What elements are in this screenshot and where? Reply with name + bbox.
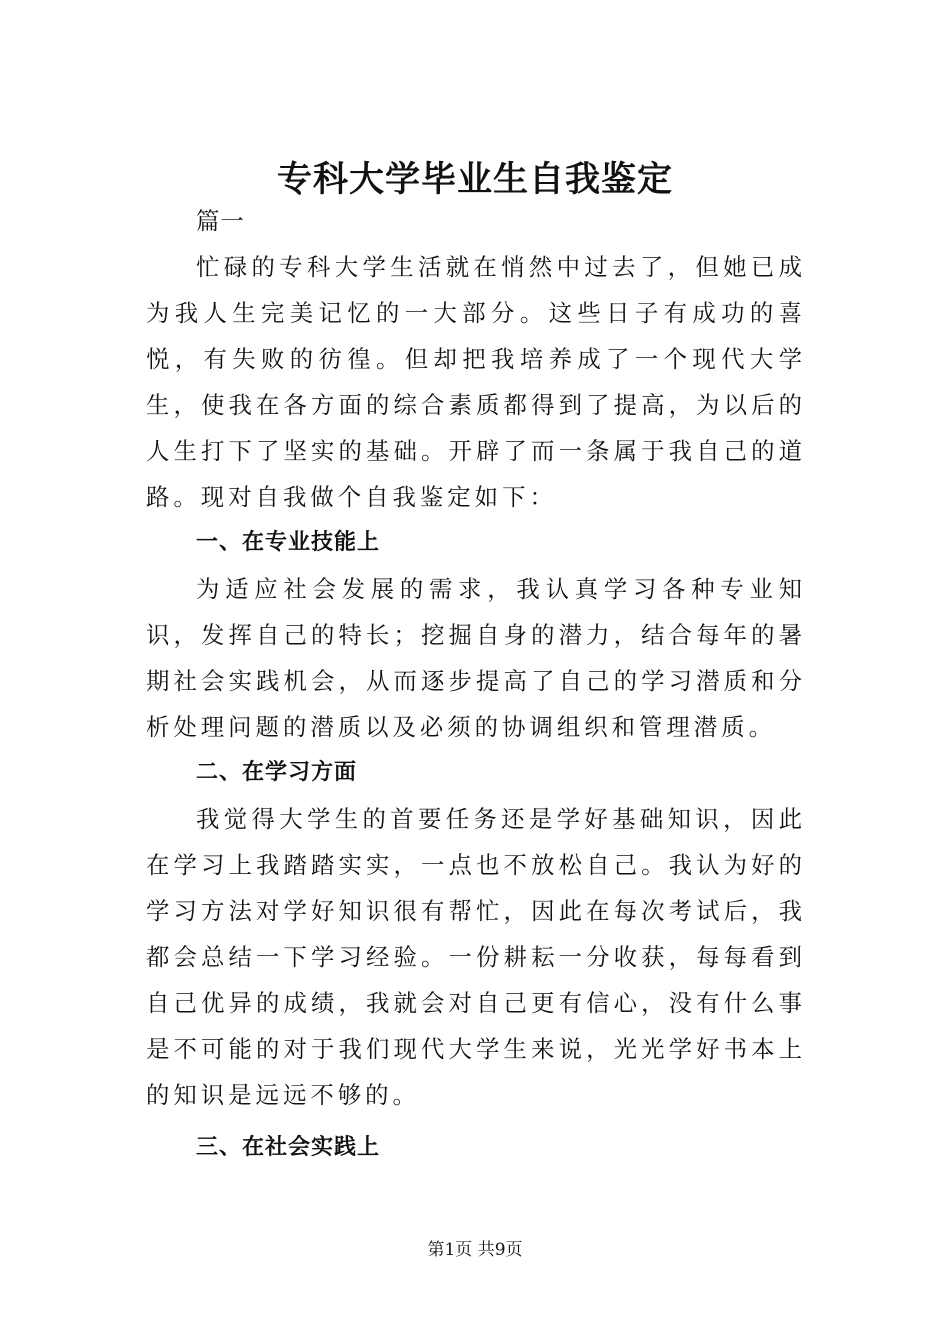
- section-heading-study: 二、在学习方面: [196, 760, 358, 785]
- intro-paragraph: 忙碌的专科大学生活就在悄然中过去了，但她已成为我人生完美记忆的一大部分。这些日子有成功的喜悦，有失败的彷徨。但却把我培养成了一个现代大学生，使我在各方面的综合素质都得到了提高，为以后的人生打下了坚实的基础。开辟了而一条属于我自己的道路。现对自我做个自我鉴定如下：: [146, 253, 806, 511]
- section-heading-practice: 三、在社会实践上: [196, 1135, 381, 1160]
- section-label: 篇一: [196, 207, 245, 235]
- section-body-study: 我觉得大学生的首要任务还是学好基础知识，因此在学习上我踏踏实实，一点也不放松自己。我认为好的学习方法对学好知识很有帮忙，因此在每次考试后，我都会总结一下学习经验。一份耕耘一分收获，每每看到自己优异的成绩，我就会对自己更有信心，没有什么事是不可能的对于我们现代大学生来说，光光学好书本上的知识是远远不够的。: [146, 805, 806, 1109]
- document-body: [146, 198, 806, 1171]
- section-heading-skills: 一、在专业技能上: [196, 530, 381, 555]
- document-title: 专科大学毕业生自我鉴定: [276, 160, 673, 201]
- page-footer: 第1页 共9页: [427, 1240, 523, 1260]
- section-body-skills: 为适应社会发展的需求，我认真学习各种专业知识，发挥自己的特长；挖掘自身的潜力，结合每年的暑期社会实践机会，从而逐步提高了自己的学习潜质和分析处理问题的潜质以及必须的协调组织和管理潜质。: [146, 575, 806, 741]
